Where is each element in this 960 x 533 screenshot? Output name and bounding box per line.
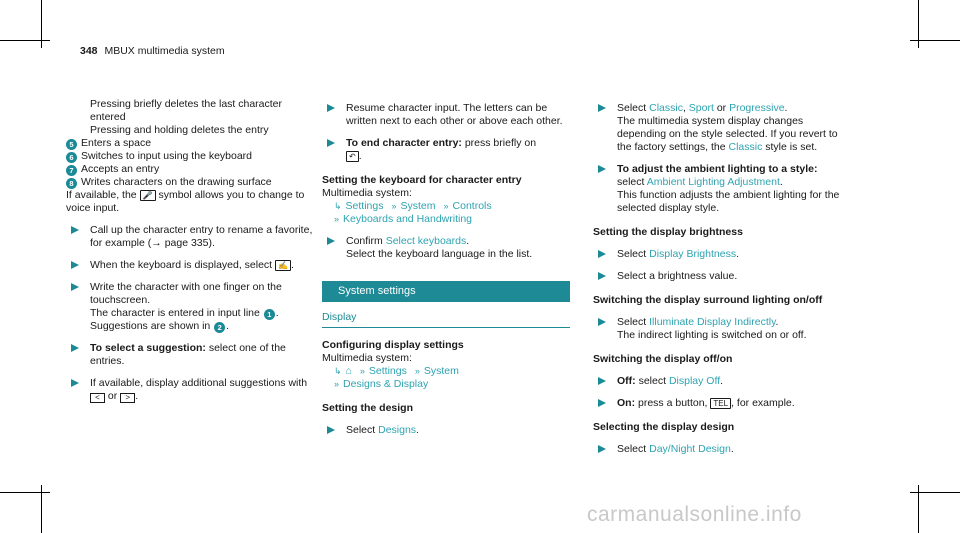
- column-left: [66, 98, 314, 403]
- configure-path: ↳ ⌂ » Settings » System: [334, 365, 459, 377]
- step-keyboard-displayed: When the keyboard is displayed, select ✍ .: [66, 259, 314, 272]
- configure-system-label: Multimedia system:: [322, 352, 412, 364]
- design-heading: Setting the design: [322, 402, 414, 414]
- step-ambient-lighting: To adjust the ambient lighting to a style: select Ambient Lighting Adjustment. This function adjusts the ambient lighting for the selected display style.: [593, 163, 841, 215]
- page-number: 348: [80, 45, 98, 57]
- step-select-suggestion: To select a suggestion: select one of the entries.: [66, 342, 314, 368]
- column-right: [593, 98, 841, 456]
- double-chevron-icon: »: [414, 366, 420, 376]
- arrow-icon: ↳: [334, 366, 342, 376]
- legend-item-8: 8 Writes characters on the drawing surface: [66, 176, 314, 189]
- double-chevron-icon: »: [334, 379, 340, 389]
- chevron-right-icon: >: [120, 393, 135, 403]
- chevron-left-icon: <: [90, 393, 105, 403]
- step-select-brightness: Select Display Brightness.: [593, 248, 841, 261]
- double-chevron-icon: »: [359, 366, 365, 376]
- pressing-briefly-text: Pressing briefly deletes the last character entered: [90, 98, 283, 123]
- step-select-style: Select Classic, Sport or Progressive. The multimedia system display changes depending on the style selected. If you revert to the factory settings, the Classic style is set.: [593, 102, 841, 154]
- microphone-icon: 🎤: [140, 190, 156, 201]
- tel-button-icon: TEL: [710, 398, 731, 409]
- keyboard-path: ↳ Settings » System » Controls: [334, 200, 492, 212]
- page-header: [80, 45, 225, 58]
- crop-mark: [0, 492, 50, 493]
- display-onoff-heading: Switching the display off/on: [593, 353, 733, 365]
- step-more-suggestions: If available, display additional suggestions with < or > .: [66, 377, 314, 403]
- column-middle: [322, 98, 570, 437]
- step-resume: Resume character input. The letters can be written next to each other or above each other.: [322, 102, 570, 128]
- step-end-entry: To end character entry: press briefly on ↶ .: [322, 137, 570, 163]
- display-design-heading: Selecting the display design: [593, 421, 735, 433]
- step-surround-lighting: Select Illuminate Display Indirectly. The indirect lighting is switched on or off.: [593, 316, 841, 342]
- step-display-on: On: press a button, TEL , for example.: [593, 397, 841, 410]
- legend-item-5: 5 Enters a space: [66, 137, 314, 150]
- double-chevron-icon: »: [391, 201, 397, 211]
- crop-mark: [910, 492, 960, 493]
- step-brightness-value: Select a brightness value.: [593, 270, 841, 283]
- crop-mark: [910, 40, 960, 41]
- voice-input-note: If available, the 🎤 symbol allows you to change to voice input.: [66, 189, 305, 214]
- legend-item-7: 7 Accepts an entry: [66, 163, 314, 176]
- step-write-character: Write the character with one finger on the touchscreen. The character is entered in input line 1 . Suggestions are shown in 2 .: [66, 281, 314, 333]
- keyboard-heading: Setting the keyboard for character entry: [322, 174, 522, 186]
- double-chevron-icon: »: [334, 214, 340, 224]
- step-select-designs: Select Designs.: [322, 424, 570, 437]
- section-banner: System settings: [322, 281, 570, 302]
- step-display-off: Off: select Display Off.: [593, 375, 841, 388]
- handwriting-icon: ✍: [275, 260, 291, 271]
- configure-path-cont: » Designs & Display: [334, 378, 429, 390]
- step-call-up: Call up the character entry to rename a favorite, for example (→ page 335).: [66, 224, 314, 250]
- back-arrow-icon: ↶: [346, 151, 359, 162]
- legend-item-6: 6 Switches to input using the keyboard: [66, 150, 314, 163]
- double-chevron-icon: »: [443, 201, 449, 211]
- home-icon: ⌂: [345, 365, 352, 377]
- page-title: MBUX multimedia system: [104, 45, 225, 57]
- brightness-heading: Setting the display brightness: [593, 226, 743, 238]
- keyboard-system-label: Multimedia system:: [322, 187, 412, 199]
- keyboard-path-cont: » Keyboards and Handwriting: [334, 213, 473, 225]
- arrow-icon: ↳: [334, 201, 342, 211]
- crop-mark: [0, 40, 50, 41]
- configure-heading: Configuring display settings: [322, 339, 464, 351]
- step-day-night-design: Select Day/Night Design.: [593, 443, 841, 456]
- subsection-heading: Display: [322, 311, 570, 328]
- surround-heading: Switching the display surround lighting on/off: [593, 294, 823, 306]
- watermark: carmanualsonline.info: [587, 503, 802, 526]
- pressing-holding-text: Pressing and holding deletes the entry: [90, 124, 269, 136]
- step-confirm: Confirm Select keyboards. Select the keyboard language in the list.: [322, 235, 570, 261]
